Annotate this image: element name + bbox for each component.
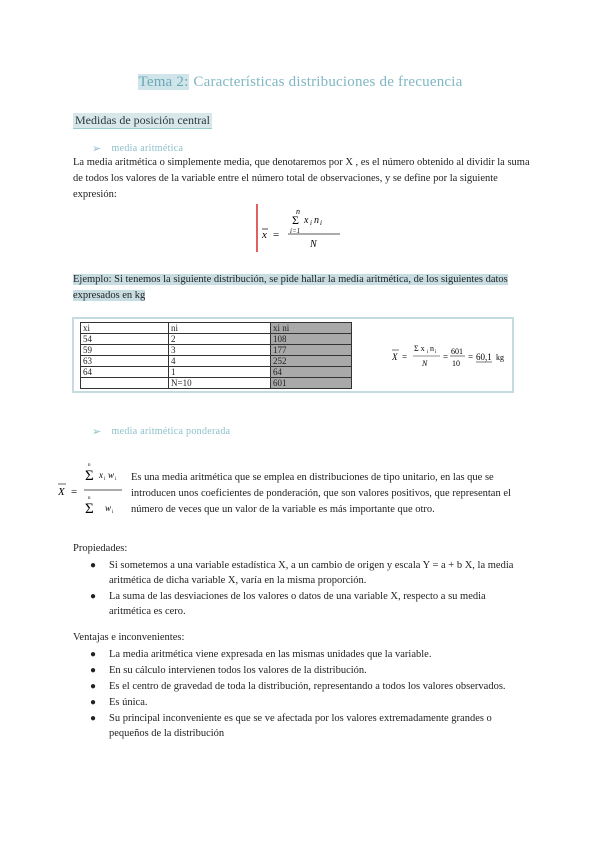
svg-text:n: n [430, 344, 434, 353]
arrow-icon: ➢ [92, 143, 102, 155]
subheading-media-aritmetica [92, 142, 183, 155]
subheading-media-ponderada [92, 425, 230, 438]
svg-text:X: X [392, 352, 398, 362]
list-item-text: Si sometemos a una variable estadística X, a un cambio de origen y escala Y = a + b X, la media aritmética de dicha variable X, varía en la misma proporción. [109, 560, 514, 586]
section-title: Medidas de posición central [75, 113, 210, 127]
bullet-icon: ● [90, 665, 97, 676]
svg-text:x: x [262, 229, 267, 241]
example-text: Ejemplo: Si tenemos la siguiente distribución, se pide hallar la media aritmética, de los siguientes datos expresados en kg [73, 274, 508, 301]
table-cell: 64 [271, 367, 352, 378]
subheading-label: media aritmética ponderada [111, 426, 231, 437]
result-unit: kg [496, 353, 504, 362]
advantages-list [90, 647, 530, 742]
table-cell: xi [81, 323, 169, 334]
svg-text:w: w [105, 503, 112, 513]
bullet-icon: ● [90, 681, 97, 692]
list-item [90, 647, 530, 662]
list-item [90, 679, 530, 694]
table-cell: 3 [169, 345, 271, 356]
table-cell: 1 [169, 367, 271, 378]
table-cell [81, 378, 169, 389]
table-cell: 2 [169, 334, 271, 345]
svg-text:=: = [402, 352, 408, 362]
svg-text:i: i [310, 219, 312, 227]
svg-text:n: n [88, 463, 91, 468]
result-numerator: 601 [451, 347, 463, 356]
frequency-table [80, 322, 352, 389]
table-cell: xi ni [271, 323, 352, 334]
svg-text:i: i [104, 477, 106, 482]
arrow-icon: ➢ [92, 426, 102, 438]
list-item [90, 663, 530, 678]
weighted-mean-description: Es una media aritmética que se emplea en distribuciones de tipo unitario, en las que se introducen unos coeficientes de ponderación, que son valores positivos, que representan el número de veces que un valor de la variable es más importante que otro. [131, 472, 511, 515]
table-cell: 63 [81, 356, 169, 367]
table-row [81, 323, 352, 334]
list-item [90, 589, 530, 619]
list-item [90, 711, 530, 741]
svg-text:i: i [115, 477, 117, 482]
weighted-formula-graphic [58, 460, 128, 522]
svg-text:n: n [88, 496, 91, 501]
svg-text:i: i [435, 350, 437, 355]
svg-text:Σ: Σ [85, 468, 94, 484]
svg-text:n: n [296, 207, 300, 216]
svg-text:x: x [99, 470, 103, 480]
title-prefix: Tema 2: [138, 74, 189, 90]
result-denominator: 10 [452, 359, 460, 368]
list-item [90, 695, 530, 710]
bullet-icon: ● [90, 697, 97, 708]
result-formula-graphic [392, 335, 512, 371]
bullet-icon: ● [90, 560, 97, 571]
table-row [81, 345, 352, 356]
bullet-icon: ● [90, 649, 97, 660]
svg-text:=: = [71, 486, 78, 498]
table-cell: 54 [81, 334, 169, 345]
table-row [81, 367, 352, 378]
title-rest: Características distribuciones de frecuencia [189, 74, 463, 90]
table-cell: 59 [81, 345, 169, 356]
table-cell: ni [169, 323, 271, 334]
svg-text:i=1: i=1 [290, 227, 301, 235]
svg-text:i: i [320, 219, 322, 227]
svg-text:Σ x: Σ x [414, 344, 425, 353]
advantages-label: Ventajas e inconvenientes: [73, 632, 185, 643]
table-row [81, 356, 352, 367]
table-cell: 252 [271, 356, 352, 367]
list-item-text: La media aritmética viene expresada en las mismas unidades que la variable. [109, 649, 432, 660]
result-value: 60,1 [476, 352, 492, 362]
subheading-label: media aritmética [111, 143, 184, 154]
table-cell: 601 [271, 378, 352, 389]
list-item [90, 558, 530, 588]
svg-text:=: = [468, 352, 474, 362]
example-statement [73, 272, 525, 304]
table-cell: 4 [169, 356, 271, 367]
svg-text:=: = [273, 229, 280, 241]
arithmetic-mean-formula [256, 204, 344, 252]
intro-paragraph: La media aritmética o simplemente media, que denotaremos por X , es el número obtenido al dividir la suma de todos los valores de la variable entre el número total de observaciones, y se define por la siguiente expresión: [73, 157, 530, 200]
properties-list [90, 558, 530, 620]
table-cell: 64 [81, 367, 169, 378]
svg-text:Σ: Σ [85, 501, 94, 517]
table-cell: N=10 [169, 378, 271, 389]
weighted-mean-formula [58, 460, 128, 527]
svg-text:x: x [304, 215, 309, 226]
svg-text:i: i [112, 510, 114, 515]
table-cell: 177 [271, 345, 352, 356]
svg-text:i: i [427, 350, 429, 355]
list-item-text: Su principal inconveniente es que se ve afectada por los valores extremadamente grandes o pequeños de la distribución [109, 713, 492, 739]
table-cell: 108 [271, 334, 352, 345]
svg-text:N: N [310, 239, 317, 250]
page-title [0, 74, 600, 91]
table-row [81, 378, 352, 389]
svg-text:=: = [443, 352, 449, 362]
list-item-text: Es el centro de gravedad de toda la distribución, representando a todos los valores observados. [109, 681, 506, 692]
svg-text:w: w [108, 470, 115, 480]
bullet-icon: ● [90, 591, 97, 602]
svg-text:X: X [58, 486, 65, 498]
result-formula [392, 335, 512, 376]
svg-text:Σ: Σ [292, 213, 299, 227]
properties-label: Propiedades: [73, 543, 128, 554]
table-row [81, 334, 352, 345]
list-item-text: La suma de las desviaciones de los valores o datos de una variable X, respecto a su media aritmética es cero. [109, 591, 486, 617]
list-item-text: En su cálculo intervienen todos los valores de la distribución. [109, 665, 367, 676]
list-item-text: Es única. [109, 697, 148, 708]
bullet-icon: ● [90, 713, 97, 724]
svg-text:N: N [422, 359, 428, 368]
formula-graphic [258, 204, 344, 252]
svg-text:n: n [314, 215, 319, 226]
